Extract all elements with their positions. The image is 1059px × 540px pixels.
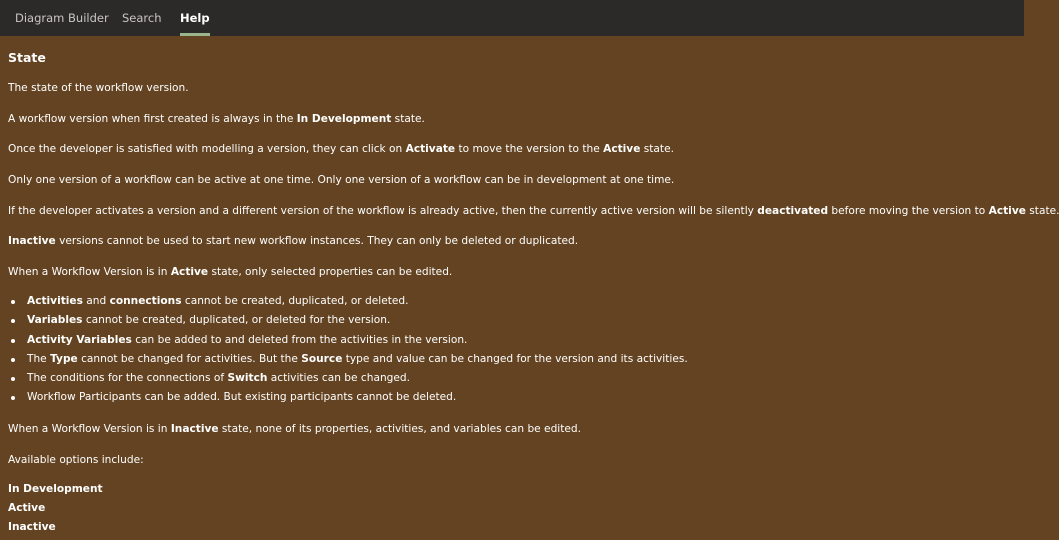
help-paragraph: If the developer activates a version and a different version of the workflow is already active, then the currently active version will be silently deactivated before moving the version to Active state. <box>8 205 1059 217</box>
bullet-icon <box>11 300 15 304</box>
list-item: Variables cannot be created, duplicated, or deleted for the version. <box>8 313 688 332</box>
bullet-icon <box>11 396 15 400</box>
tab-label: Diagram Builder <box>15 11 109 25</box>
help-paragraph: Only one version of a workflow can be active at one time. Only one version of a workflow can be in development at one time. <box>8 174 675 186</box>
bullet-icon <box>11 339 15 343</box>
help-paragraph: Inactive versions cannot be used to start new workflow instances. They can only be deleted or duplicated. <box>8 235 579 247</box>
help-paragraph: The state of the workflow version. <box>8 82 189 94</box>
tab-search[interactable] <box>122 0 162 36</box>
help-paragraph: Available options include: <box>8 454 144 466</box>
bullet-icon <box>11 358 15 362</box>
tab-label: Search <box>122 11 162 25</box>
option-in-development: In Development <box>8 483 103 495</box>
option-inactive: Inactive <box>8 521 56 533</box>
tab-help[interactable] <box>180 0 210 36</box>
tab-label: Help <box>180 11 210 25</box>
help-paragraph: A workflow version when first created is always in the In Development state. <box>8 113 425 125</box>
list-item: Activities and connections cannot be created, duplicated, or deleted. <box>8 294 688 313</box>
bullet-icon <box>11 319 15 323</box>
tab-diagram-builder[interactable] <box>15 0 109 36</box>
option-active: Active <box>8 502 46 514</box>
help-paragraph: Once the developer is satisfied with modelling a version, they can click on Activate to move the version to the Active state. <box>8 143 674 155</box>
help-panel <box>0 36 1059 540</box>
bullet-icon <box>11 377 15 381</box>
list-item: Workflow Participants can be added. But existing participants cannot be deleted. <box>8 390 688 409</box>
tab-bar <box>0 0 1024 36</box>
list-item: The Type cannot be changed for activities. But the Source type and value can be changed for the version and its activities. <box>8 352 688 371</box>
help-title: State <box>8 50 46 65</box>
list-item: The conditions for the connections of Switch activities can be changed. <box>8 371 688 390</box>
list-item: Activity Variables can be added to and deleted from the activities in the version. <box>8 333 688 352</box>
help-bullet-list <box>8 294 688 410</box>
help-paragraph: When a Workflow Version is in Active state, only selected properties can be edited. <box>8 266 453 278</box>
help-paragraph: When a Workflow Version is in Inactive state, none of its properties, activities, and variables can be edited. <box>8 423 582 435</box>
